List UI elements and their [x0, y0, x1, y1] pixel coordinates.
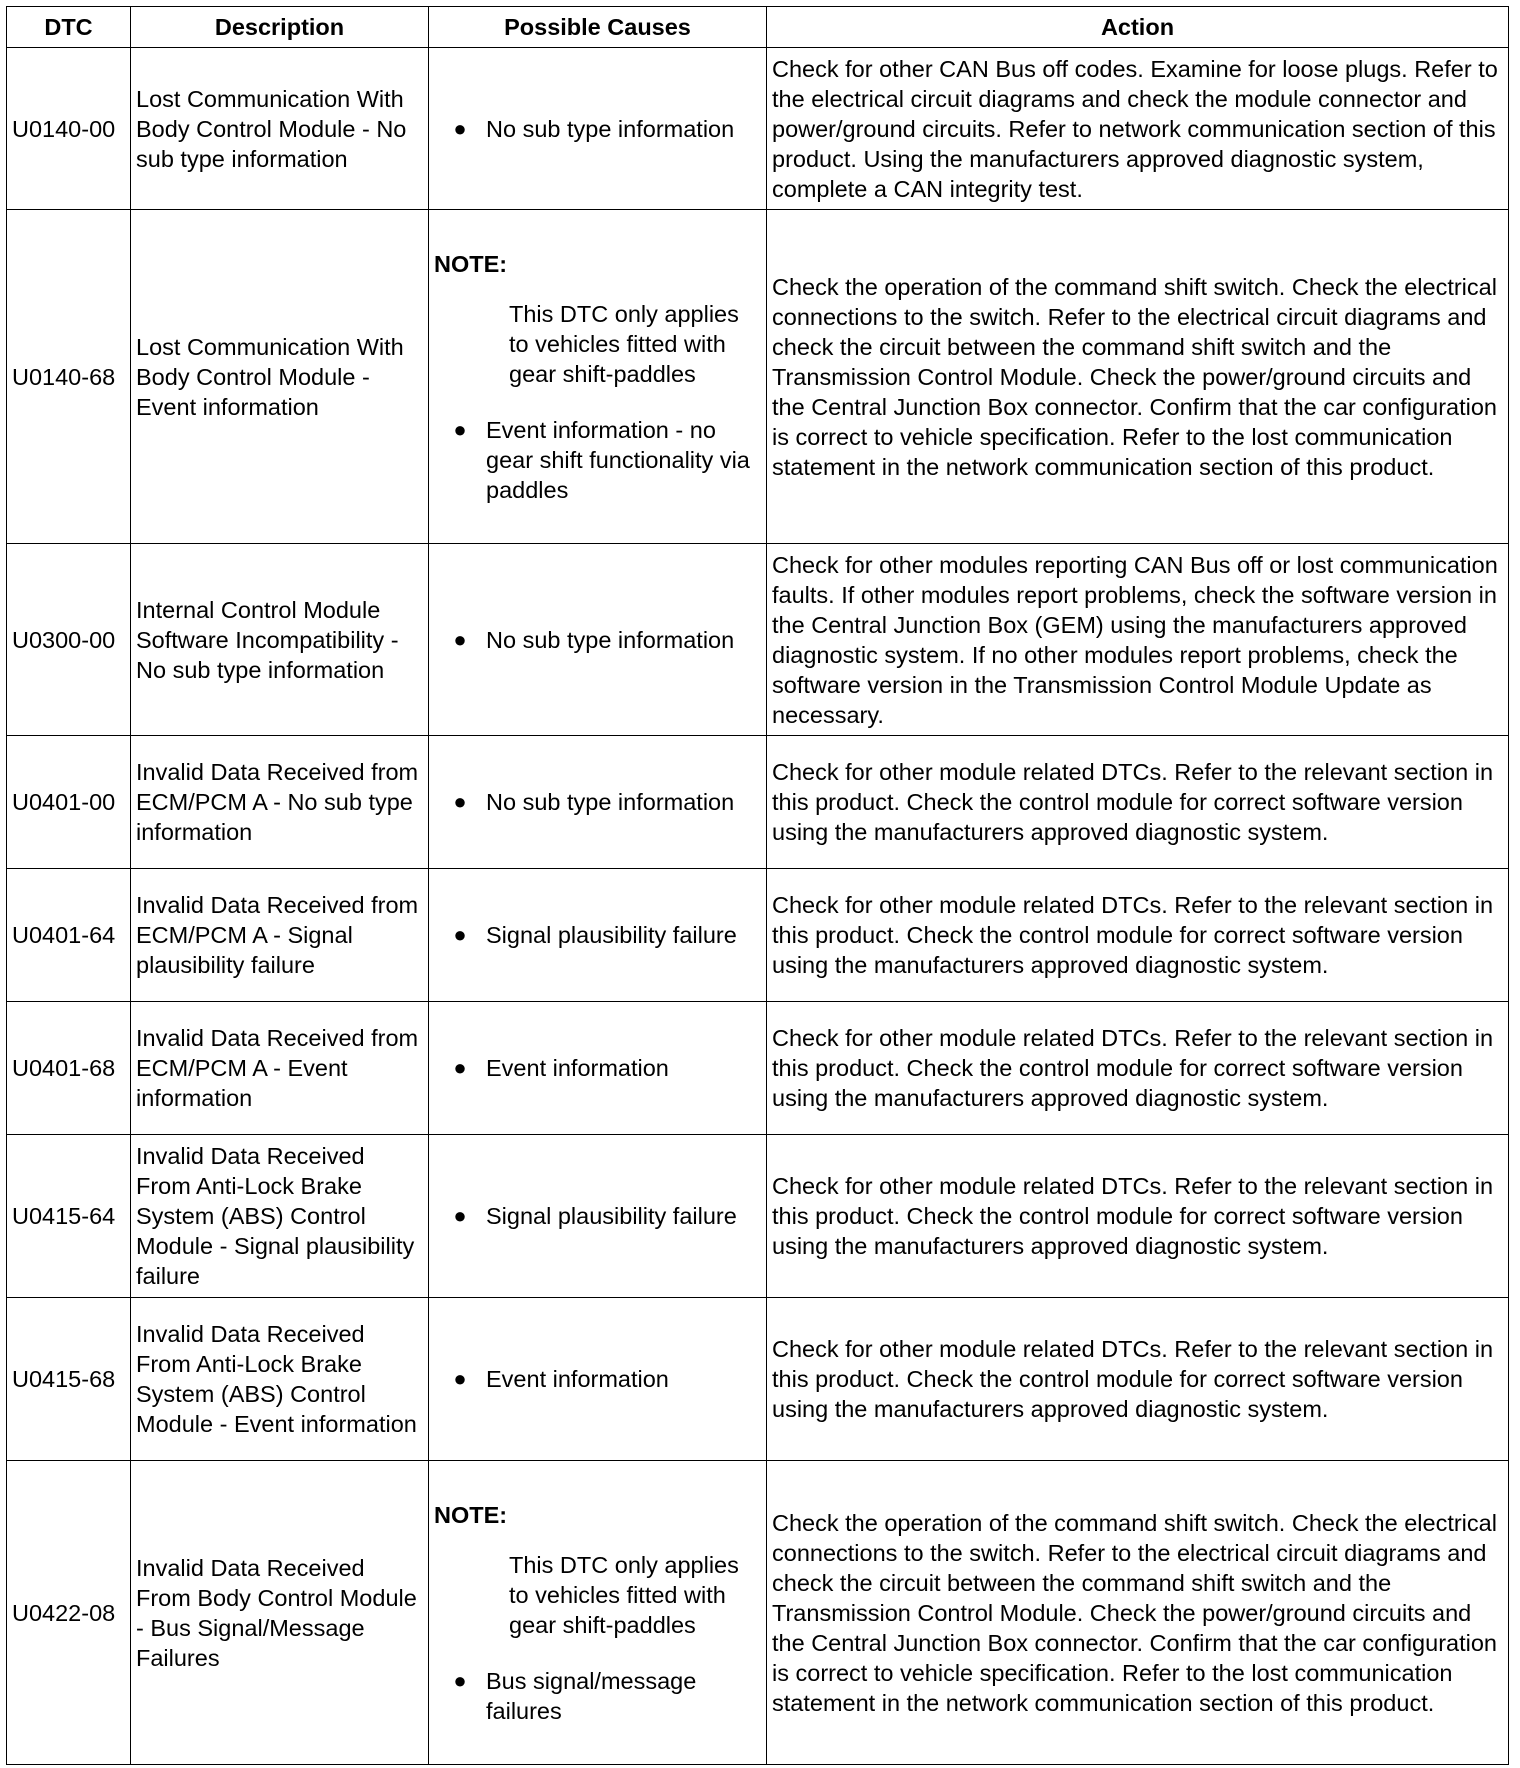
note-label: NOTE: [434, 1501, 508, 1528]
bullet-icon: ● [453, 1203, 467, 1228]
dtc-description: Invalid Data Received from ECM/PCM A - Event information [131, 1002, 429, 1135]
table-row [7, 1135, 1509, 1298]
action-text: Check the operation of the command shift switch. Check the electrical connections to the switch. Refer to the electrical circuit diagrams and check the circuit between the command shift switch and the Transmission Control Module. Check the power/ground circuits and the Central Junction Box connector. Confirm that the car configuration is correct to vehicle specification. Refer to the lost communication statement in the network communication section of this product. [767, 1461, 1509, 1765]
table-row [7, 1298, 1509, 1461]
cause-item [434, 114, 761, 144]
possible-causes [429, 48, 767, 210]
cause-text: Event information [486, 1055, 669, 1081]
action-text: Check for other module related DTCs. Refer to the relevant section in this product. Check the control module for correct software version using the manufacturers approved diagnostic system. [767, 1298, 1509, 1461]
cause-item [434, 415, 761, 505]
header-dtc: DTC [7, 7, 131, 48]
dtc-code: U0415-68 [7, 1298, 131, 1461]
action-text: Check for other module related DTCs. Refer to the relevant section in this product. Check the control module for correct software version using the manufacturers approved diagnostic system. [767, 869, 1509, 1002]
action-text: Check for other module related DTCs. Refer to the relevant section in this product. Check the control module for correct software version using the manufacturers approved diagnostic system. [767, 736, 1509, 869]
table-row [7, 210, 1509, 544]
header-possible-causes: Possible Causes [429, 7, 767, 48]
header-description: Description [131, 7, 429, 48]
possible-causes [429, 544, 767, 736]
bullet-icon: ● [453, 626, 467, 652]
dtc-description: Invalid Data Received From Anti-Lock Brake System (ABS) Control Module - Event information [131, 1298, 429, 1461]
dtc-code: U0422-08 [7, 1461, 131, 1765]
cause-item [434, 1666, 761, 1726]
note-text: This DTC only applies to vehicles fitted with gear shift-paddles [509, 300, 739, 387]
cause-item [434, 1364, 761, 1394]
action-text: Check the operation of the command shift switch. Check the electrical connections to the switch. Refer to the electrical circuit diagrams and check the circuit between the command shift switch and the Transmission Control Module. Check the power/ground circuits and the Central Junction Box connector. Confirm that the car configuration is correct to vehicle specification. Refer to the lost communication statement in the network communication section of this product. [767, 210, 1509, 544]
dtc-description: Internal Control Module Software Incompatibility - No sub type information [131, 544, 429, 736]
possible-causes [429, 1461, 767, 1765]
cause-text: No sub type information [486, 115, 735, 142]
dtc-code: U0140-00 [7, 48, 131, 210]
dtc-description: Lost Communication With Body Control Module - Event information [131, 210, 429, 544]
cause-text: Event information - no gear shift functionality via paddles [486, 416, 750, 503]
cause-item [434, 787, 761, 817]
possible-causes [429, 210, 767, 544]
header-action: Action [767, 7, 1509, 48]
cause-text: Event information [486, 1366, 669, 1392]
dtc-description: Invalid Data Received From Body Control Module - Bus Signal/Message Failures [131, 1461, 429, 1765]
note-label: NOTE: [434, 250, 508, 277]
action-text: Check for other module related DTCs. Refer to the relevant section in this product. Check the control module for correct software version using the manufacturers approved diagnostic system. [767, 1002, 1509, 1135]
dtc-description: Invalid Data Received From Anti-Lock Brake System (ABS) Control Module - Signal plausibility failure [131, 1135, 429, 1298]
cause-item [434, 1201, 761, 1231]
table-row [7, 1461, 1509, 1765]
cause-text: Signal plausibility failure [486, 922, 737, 948]
possible-causes [429, 736, 767, 869]
dtc-code: U0140-68 [7, 210, 131, 544]
dtc-description: Lost Communication With Body Control Module - No sub type information [131, 48, 429, 210]
table-row [7, 1002, 1509, 1135]
dtc-code: U0415-64 [7, 1135, 131, 1298]
cause-text: No sub type information [486, 626, 735, 653]
cause-text: Bus signal/message failures [486, 1667, 697, 1724]
action-text: Check for other modules reporting CAN Bus off or lost communication faults. If other modules report problems, check the software version in the Central Junction Box (GEM) using the manufacturers approved diagnostic system. If no other modules report problems, check the software version in the Transmission Control Module Update as necessary. [767, 544, 1509, 736]
table-row [7, 736, 1509, 869]
bullet-icon: ● [453, 115, 467, 141]
dtc-code: U0401-00 [7, 736, 131, 869]
bullet-icon: ● [453, 1667, 467, 1693]
table-row [7, 869, 1509, 1002]
note-text: This DTC only applies to vehicles fitted with gear shift-paddles [509, 1551, 739, 1638]
table-row [7, 544, 1509, 736]
header-row [7, 7, 1509, 48]
bullet-icon: ● [453, 416, 467, 442]
cause-item [434, 1053, 761, 1083]
dtc-table [6, 6, 1509, 1765]
cause-text: No sub type information [486, 789, 735, 815]
possible-causes [429, 869, 767, 1002]
bullet-icon: ● [453, 789, 467, 814]
cause-text: Signal plausibility failure [486, 1203, 737, 1229]
dtc-description: Invalid Data Received from ECM/PCM A - Signal plausibility failure [131, 869, 429, 1002]
cause-item [434, 920, 761, 950]
table-row [7, 48, 1509, 210]
dtc-description: Invalid Data Received from ECM/PCM A - No sub type information [131, 736, 429, 869]
bullet-icon: ● [453, 1055, 467, 1080]
action-text: Check for other CAN Bus off codes. Examine for loose plugs. Refer to the electrical circuit diagrams and check the module connector and power/ground circuits. Refer to network communication section of this product. Using the manufacturers approved diagnostic system, complete a CAN integrity test. [767, 48, 1509, 210]
dtc-code: U0401-64 [7, 869, 131, 1002]
action-text: Check for other module related DTCs. Refer to the relevant section in this product. Check the control module for correct software version using the manufacturers approved diagnostic system. [767, 1135, 1509, 1298]
possible-causes [429, 1298, 767, 1461]
dtc-code: U0401-68 [7, 1002, 131, 1135]
possible-causes [429, 1135, 767, 1298]
dtc-code: U0300-00 [7, 544, 131, 736]
bullet-icon: ● [453, 1366, 467, 1391]
cause-item [434, 625, 761, 655]
bullet-icon: ● [453, 922, 467, 947]
possible-causes [429, 1002, 767, 1135]
